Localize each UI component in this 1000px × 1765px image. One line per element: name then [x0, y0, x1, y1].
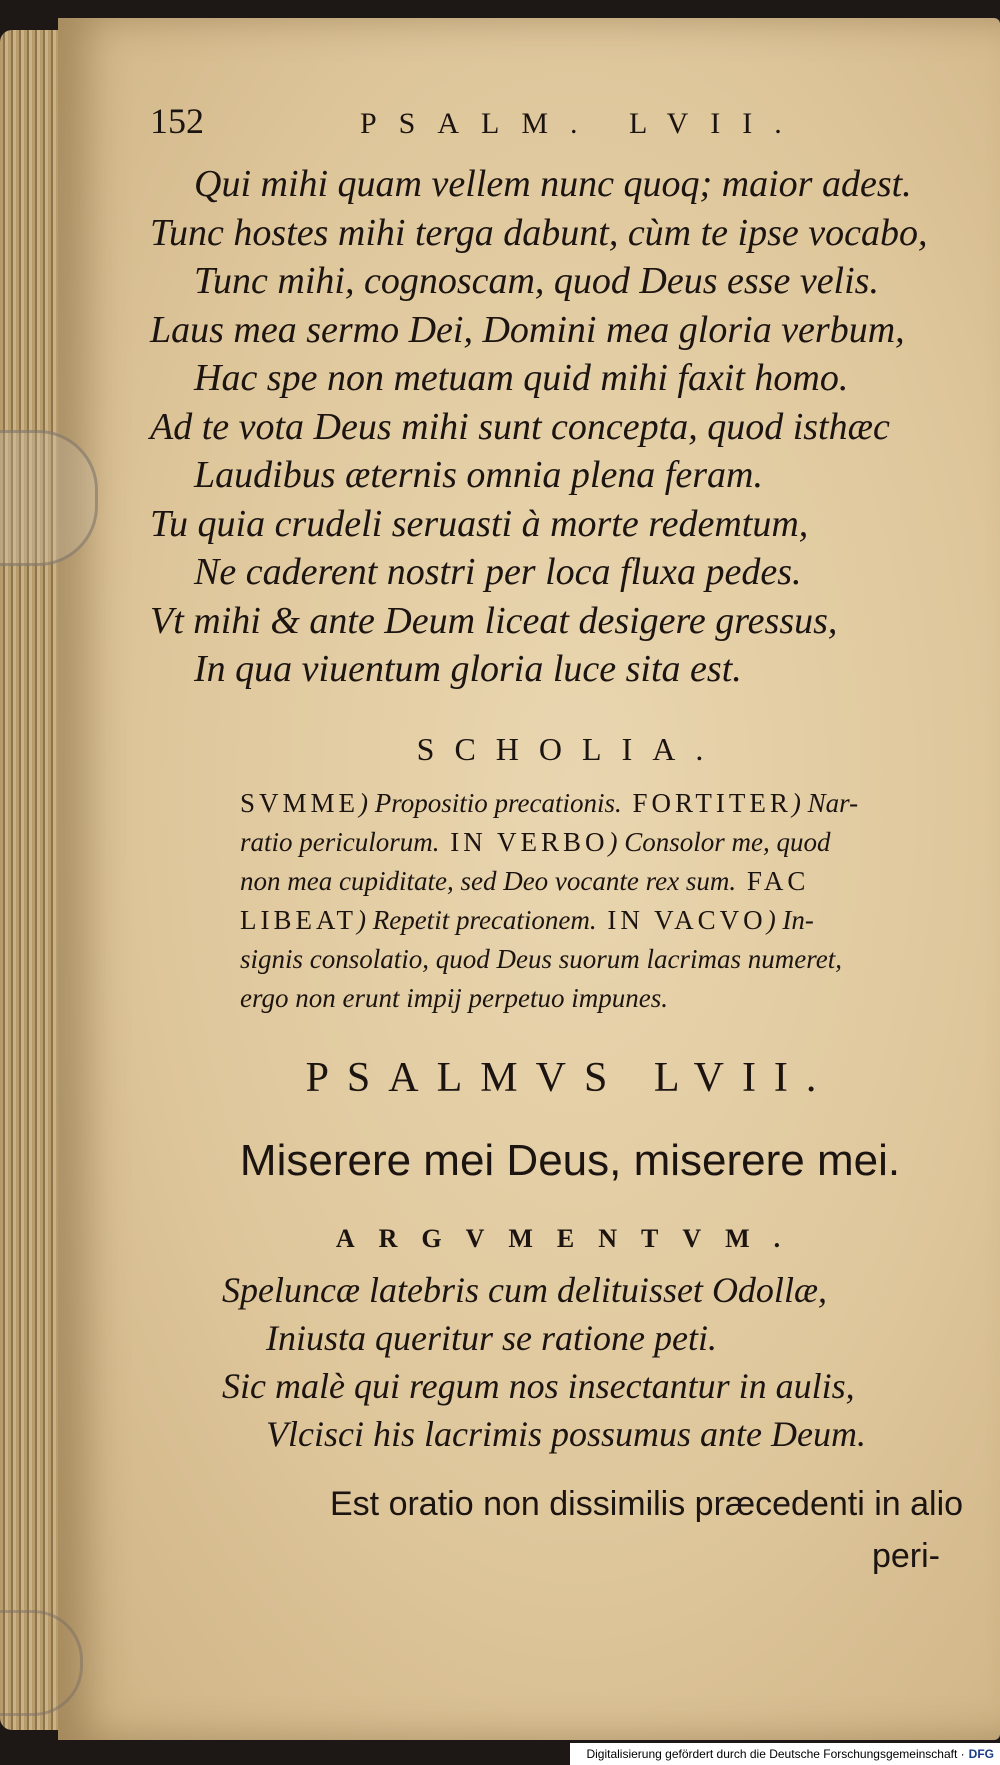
- lemma: SVMME: [240, 787, 360, 818]
- verse-line: Tunc mihi, cognoscam, quod Deus esse velis.: [194, 260, 879, 302]
- verse-line: Hac spe non metuam quid mihi faxit homo.: [194, 357, 849, 399]
- gloss: ) Nar-: [791, 787, 859, 818]
- gloss: ) Propositio precationis.: [359, 787, 622, 818]
- argumentum-line: Speluncæ latebris cum delituisset Odollæ,: [222, 1269, 827, 1310]
- gloss: non mea cupiditate, sed Deo vocante rex sum.: [240, 865, 737, 896]
- psalm-incipit: Miserere mei Deus, miserere mei.: [239, 1135, 901, 1185]
- verse-line: Vt mihi & ante Deum liceat desigere gressus,: [150, 599, 838, 642]
- verse-line: Tunc hostes mihi terga dabunt, cùm te ipse vocabo,: [150, 211, 928, 254]
- running-head: [150, 100, 990, 160]
- lemma: LIBEAT: [240, 904, 357, 935]
- page-number: 152: [150, 101, 204, 141]
- lemma: IN VACVO: [596, 904, 767, 935]
- verse-line: Qui mihi quam vellem nunc quoq; maior adest.: [194, 163, 912, 205]
- scholia-block: [240, 784, 1000, 1018]
- gloss: ) Repetit precationem.: [356, 904, 597, 935]
- gloss: ergo non erunt impij perpetuo impunes.: [240, 982, 668, 1013]
- argumentum-line: Vlcisci his lacrimis possumus ante Deum.: [266, 1413, 866, 1454]
- prose-block: [330, 1478, 990, 1582]
- digitization-credit: [570, 1743, 1000, 1765]
- gloss: ) In-: [766, 904, 814, 935]
- argumentum-line: Sic malè qui regum nos insectantur in aulis,: [222, 1365, 855, 1406]
- catchword: peri-: [871, 1536, 940, 1575]
- page-content: [150, 100, 990, 1582]
- verse-line: Ne caderent nostri per loca fluxa pedes.: [194, 551, 802, 593]
- verse-block: [150, 160, 990, 694]
- lemma: FAC: [736, 865, 810, 896]
- credit-text: Digitalisierung gefördert durch die Deutsche Forschungsgemeinschaft ·: [586, 1747, 965, 1761]
- scholia-line: [240, 901, 1000, 940]
- gloss: signis consolatio, quod Deus suorum lacrimas numeret,: [240, 943, 842, 974]
- verse-line: Ad te vota Deus mihi sunt concepta, quod isthæc: [150, 405, 890, 448]
- dfg-logo-icon: DFG: [968, 1747, 994, 1761]
- verse-line: Laus mea sermo Dei, Domini mea gloria verbum,: [150, 308, 905, 351]
- gloss: ratio periculorum.: [240, 826, 440, 857]
- argumentum-heading: ARGVMENTVM.: [335, 1223, 805, 1253]
- scholia-line: [240, 979, 1000, 1018]
- psalm-heading: PSALMVS LVII.: [305, 1054, 835, 1101]
- gloss: ) Consolor me, quod: [608, 826, 831, 857]
- argumentum-verse: [222, 1266, 990, 1458]
- scholia-heading: SCHOLIA.: [416, 730, 724, 767]
- lemma: IN VERBO: [439, 826, 609, 857]
- verse-line: In qua viuentum gloria luce sita est.: [194, 648, 742, 690]
- verse-line: Tu quia crudeli seruasti à morte redemtum,: [150, 502, 809, 545]
- prose-line: Est oratio non dissimilis præcedenti in alio: [330, 1484, 964, 1523]
- argumentum-line: Iniusta queritur se ratione peti.: [266, 1317, 717, 1358]
- scholia-line: [240, 823, 1000, 862]
- scholia-line: [240, 784, 1000, 823]
- scholia-line: [240, 940, 1000, 979]
- lemma: FORTITER: [621, 787, 792, 818]
- scholia-line: [240, 862, 1000, 901]
- verse-line: Laudibus æternis omnia plena feram.: [194, 454, 763, 496]
- running-title: PSALM. LVII.: [360, 107, 804, 140]
